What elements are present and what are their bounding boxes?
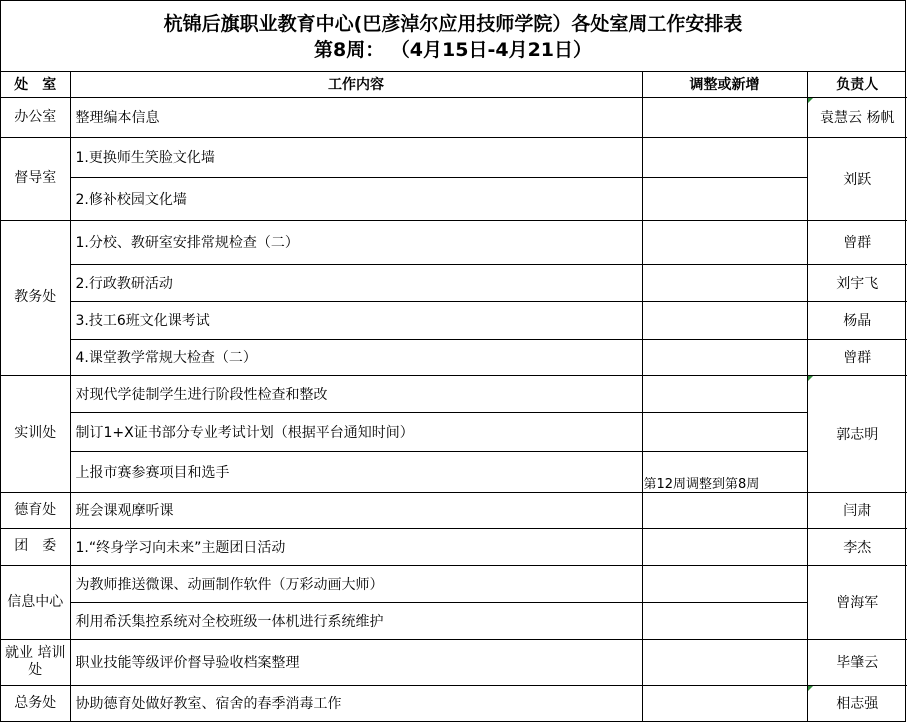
person-cell[interactable] bbox=[807, 685, 907, 721]
work-cell[interactable]: 职业技能等级评价督导验收档案整理 bbox=[70, 639, 642, 685]
person-cell[interactable]: 曾群 bbox=[807, 220, 907, 264]
adjust-cell[interactable] bbox=[642, 412, 807, 451]
person-cell[interactable] bbox=[807, 97, 907, 137]
adjust-cell[interactable] bbox=[642, 639, 807, 685]
header-work[interactable]: 工作内容 bbox=[70, 72, 642, 97]
week-range: 第8周： （4月15日-4月21日） bbox=[313, 39, 593, 61]
comment-marker bbox=[808, 98, 813, 103]
work-cell[interactable]: 整理编本信息 bbox=[70, 97, 642, 137]
table-row bbox=[1, 565, 907, 602]
table-row bbox=[1, 301, 907, 339]
adjust-cell[interactable] bbox=[642, 375, 807, 412]
work-cell[interactable]: 制订1+X证书部分专业考试计划（根据平台通知时间） bbox=[70, 412, 642, 451]
table-row bbox=[1, 492, 907, 528]
adjust-cell[interactable] bbox=[642, 685, 807, 721]
adjust-cell[interactable]: 第12周调整到第8周 bbox=[642, 451, 807, 492]
table-row bbox=[1, 528, 907, 565]
dept-cell[interactable]: 教务处 bbox=[1, 220, 70, 375]
adjust-cell[interactable] bbox=[642, 220, 807, 264]
person-cell[interactable]: 曾海军 bbox=[807, 565, 907, 639]
table-row bbox=[1, 412, 907, 451]
dept-cell[interactable]: 团 委 bbox=[1, 528, 70, 565]
person-name: 郭志明 bbox=[836, 426, 879, 443]
work-cell[interactable]: 2.修补校园文化墙 bbox=[70, 177, 642, 220]
adjust-cell[interactable] bbox=[642, 177, 807, 220]
person-cell[interactable]: 刘宇飞 bbox=[807, 264, 907, 301]
table-row bbox=[1, 97, 907, 137]
comment-marker bbox=[808, 376, 813, 381]
sheet-title: 杭锦后旗职业教育中心(巴彦淖尔应用技师学院）各处室周工作安排表 bbox=[163, 13, 743, 35]
work-cell[interactable]: 班会课观摩听课 bbox=[70, 492, 642, 528]
work-cell[interactable]: 1.分校、教研室安排常规检查（二） bbox=[70, 220, 642, 264]
work-cell[interactable]: 1.更换师生笑脸文化墙 bbox=[70, 137, 642, 177]
comment-marker bbox=[808, 686, 813, 691]
adjust-cell[interactable] bbox=[642, 97, 807, 137]
adjust-cell[interactable] bbox=[642, 264, 807, 301]
adjust-cell[interactable] bbox=[642, 137, 807, 177]
work-cell[interactable]: 3.技工6班文化课考试 bbox=[70, 301, 642, 339]
adjust-cell[interactable] bbox=[642, 492, 807, 528]
dept-cell[interactable]: 办公室 bbox=[1, 97, 70, 137]
person-name: 袁慧云 杨帆 bbox=[820, 110, 895, 126]
table-row bbox=[1, 220, 907, 264]
adjust-cell[interactable] bbox=[642, 602, 807, 639]
person-cell[interactable]: 闫肃 bbox=[807, 492, 907, 528]
person-cell[interactable]: 曾群 bbox=[807, 339, 907, 375]
table-row bbox=[1, 339, 907, 375]
header-person[interactable]: 负责人 bbox=[807, 72, 907, 97]
work-cell[interactable]: 对现代学徒制学生进行阶段性检查和整改 bbox=[70, 375, 642, 412]
work-cell[interactable]: 利用希沃集控系统对全校班级一体机进行系统维护 bbox=[70, 602, 642, 639]
dept-cell[interactable]: 督导室 bbox=[1, 137, 70, 220]
work-cell[interactable]: 4.课堂教学常规大检查（二） bbox=[70, 339, 642, 375]
table-row bbox=[1, 602, 907, 639]
person-cell[interactable]: 毕肇云 bbox=[807, 639, 907, 685]
person-cell[interactable]: 李杰 bbox=[807, 528, 907, 565]
dept-cell[interactable]: 信息中心 bbox=[1, 565, 70, 639]
title-block bbox=[1, 1, 905, 72]
header-dept[interactable]: 处 室 bbox=[1, 72, 70, 97]
schedule-table bbox=[1, 72, 907, 721]
header-adjust[interactable]: 调整或新增 bbox=[642, 72, 807, 97]
person-cell[interactable]: 刘跃 bbox=[807, 137, 907, 220]
adjust-cell[interactable] bbox=[642, 301, 807, 339]
table-row bbox=[1, 639, 907, 685]
work-cell[interactable]: 协助德育处做好教室、宿舍的春季消毒工作 bbox=[70, 685, 642, 721]
person-cell[interactable] bbox=[807, 375, 907, 492]
person-name: 相志强 bbox=[836, 696, 879, 713]
table-row bbox=[1, 685, 907, 721]
adjust-cell[interactable] bbox=[642, 565, 807, 602]
dept-cell[interactable]: 就业 培训处 bbox=[1, 639, 70, 685]
table-row bbox=[1, 177, 907, 220]
work-cell[interactable]: 2.行政教研活动 bbox=[70, 264, 642, 301]
table-row bbox=[1, 264, 907, 301]
work-cell[interactable]: 为教师推送微课、动画制作软件（万彩动画大师） bbox=[70, 565, 642, 602]
dept-cell[interactable]: 德育处 bbox=[1, 492, 70, 528]
work-cell[interactable]: 1.“终身学习向未来”主题团日活动 bbox=[70, 528, 642, 565]
table-row bbox=[1, 137, 907, 177]
table-row bbox=[1, 451, 907, 492]
dept-cell[interactable]: 实训处 bbox=[1, 375, 70, 492]
adjust-cell[interactable] bbox=[642, 528, 807, 565]
header-row bbox=[1, 72, 907, 97]
adjust-cell[interactable] bbox=[642, 339, 807, 375]
work-cell[interactable]: 上报市赛参赛项目和选手 bbox=[70, 451, 642, 492]
table-row bbox=[1, 375, 907, 412]
person-cell[interactable]: 杨晶 bbox=[807, 301, 907, 339]
dept-cell[interactable]: 总务处 bbox=[1, 685, 70, 721]
